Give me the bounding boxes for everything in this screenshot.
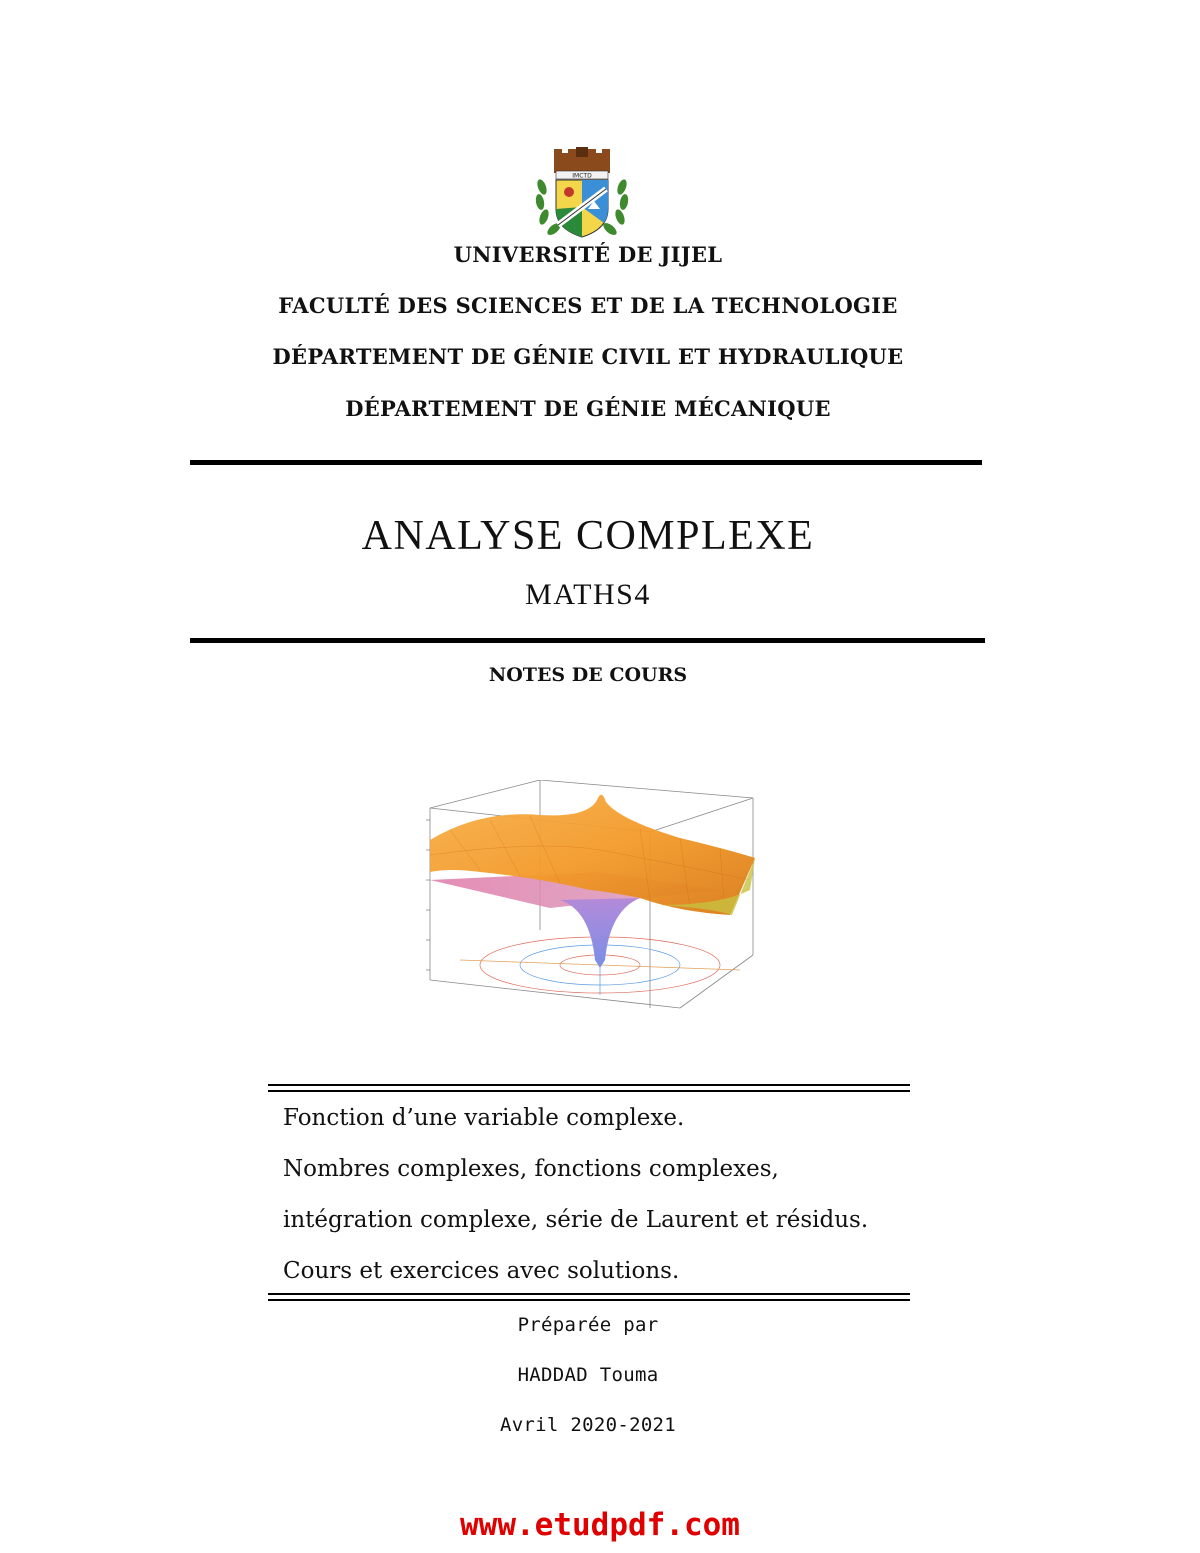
description-line-3: intégration complexe, série de Laurent et résidus. xyxy=(283,1207,869,1233)
svg-text:IMCTD: IMCTD xyxy=(572,172,592,180)
university-crest-icon xyxy=(532,147,632,239)
course-subtitle: MATHS4 xyxy=(525,578,651,611)
description-rule-top-1 xyxy=(268,1084,910,1086)
description-rule-bottom-2 xyxy=(268,1299,910,1301)
watermark-link[interactable]: www.etudpdf.com xyxy=(460,1507,740,1543)
cover-figure xyxy=(420,780,760,1020)
description-rule-bottom-1 xyxy=(268,1293,910,1295)
author-name: HADDAD Touma xyxy=(517,1364,659,1386)
3d-surface-plot-icon xyxy=(420,780,760,1020)
title-rule-top xyxy=(190,460,982,465)
description-line-2: Nombres complexes, fonctions complexes, xyxy=(283,1156,779,1182)
faculty-name: FACULTÉ DES SCIENCES ET DE LA TECHNOLOGIE xyxy=(278,293,898,318)
description-rule-top-2 xyxy=(268,1090,910,1092)
document-type: NOTES DE COURS xyxy=(488,664,688,686)
university-logo xyxy=(532,147,632,239)
description-line-4: Cours et exercices avec solutions. xyxy=(283,1258,680,1284)
title-rule-bottom xyxy=(190,638,985,643)
university-name: UNIVERSITÉ DE JIJEL xyxy=(453,242,723,267)
department-civil: DÉPARTEMENT DE GÉNIE CIVIL ET HYDRAULIQUE xyxy=(272,344,904,369)
description-line-1: Fonction d’une variable complexe. xyxy=(283,1105,685,1131)
prepared-by-label: Préparée par xyxy=(517,1314,659,1336)
course-title: ANALYSE COMPLEXE xyxy=(361,513,815,559)
academic-year: Avril 2020-2021 xyxy=(499,1414,677,1436)
department-mechanical: DÉPARTEMENT DE GÉNIE MÉCANIQUE xyxy=(345,396,831,421)
